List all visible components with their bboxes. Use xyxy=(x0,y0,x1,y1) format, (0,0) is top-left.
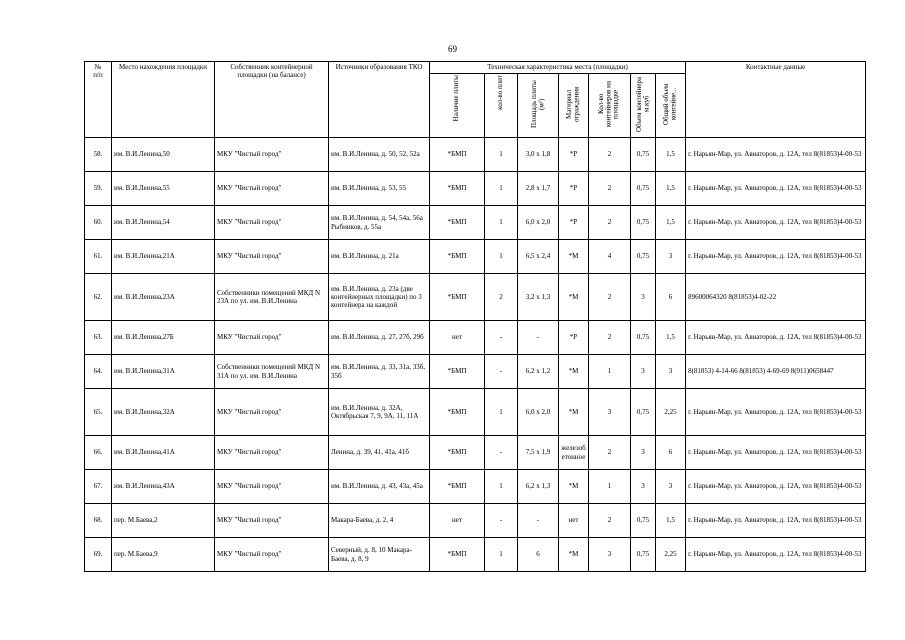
cell-fence: *М xyxy=(559,389,589,436)
cell-owner: МКУ "Чистый город" xyxy=(215,504,329,538)
table-row xyxy=(85,538,866,572)
cell-area: 6,5 х 2,4 xyxy=(518,240,559,274)
table-row xyxy=(85,389,866,436)
cell-place: им. В.И.Ленина,27Б xyxy=(112,321,215,355)
cell-volume: 0,75 xyxy=(631,138,656,172)
cell-source: им. В.И.Ленина, д. 27, 27б, 29б xyxy=(329,321,430,355)
cell-place: им. В.И.Ленина,50 xyxy=(112,138,215,172)
cell-total-volume: 6 xyxy=(656,274,686,321)
cell-plate: *БМП xyxy=(430,538,485,572)
cell-fence: *Р xyxy=(559,172,589,206)
col-header-volume xyxy=(631,74,656,138)
cell-area: 2,8 х 1,7 xyxy=(518,172,559,206)
cell-num: 67. xyxy=(85,470,112,504)
col-header-contacts: Контактные данные xyxy=(686,62,866,138)
cell-num: 64. xyxy=(85,355,112,389)
cell-total-volume: 1,5 xyxy=(656,321,686,355)
cell-plates: - xyxy=(485,355,518,389)
cell-plates: 2 xyxy=(485,274,518,321)
col-header-plate xyxy=(430,74,485,138)
cell-owner: Собственники помещений МКД N 31А по ул. им. В.И.Ленина xyxy=(215,355,329,389)
cell-count: 2 xyxy=(589,138,631,172)
cell-plate: *БМП xyxy=(430,389,485,436)
cell-owner: МКУ "Чистый город" xyxy=(215,470,329,504)
cell-place: им. В.И.Ленина,21А xyxy=(112,240,215,274)
cell-num: 62. xyxy=(85,274,112,321)
cell-fence: *М xyxy=(559,470,589,504)
col-header-count-label: Кол-во контейнеров на площадке xyxy=(597,81,621,127)
cell-area: - xyxy=(518,321,559,355)
cell-num: 59. xyxy=(85,172,112,206)
cell-volume: 3 xyxy=(631,274,656,321)
cell-area: 7,5 х 1,9 xyxy=(518,436,559,470)
page-number: 69 xyxy=(448,44,457,54)
cell-plates: 1 xyxy=(485,470,518,504)
cell-total-volume: 3 xyxy=(656,355,686,389)
cell-fence: *Р xyxy=(559,321,589,355)
cell-contacts: 89600064320 8(81853)4-02-22 xyxy=(686,274,866,321)
cell-area: 3,2 х 1,3 xyxy=(518,274,559,321)
cell-source: им. В.И.Ленина, д. 33, 31а, 33б, 35б xyxy=(329,355,430,389)
cell-fence: *М xyxy=(559,355,589,389)
cell-fence: *Р xyxy=(559,138,589,172)
cell-volume: 0,75 xyxy=(631,172,656,206)
cell-owner: МКУ "Чистый город" xyxy=(215,321,329,355)
cell-total-volume: 2,25 xyxy=(656,538,686,572)
col-header-total-volume xyxy=(656,74,686,138)
cell-contacts: г. Нарьян-Мар, ул. Авиаторов, д. 12А, тел 8(81853)4-00-53 xyxy=(686,436,866,470)
cell-area: 3,0 х 1,8 xyxy=(518,138,559,172)
cell-plates: - xyxy=(485,436,518,470)
col-header-area-label: Площадь плиты (м²) xyxy=(529,80,545,128)
cell-count: 2 xyxy=(589,436,631,470)
cell-volume: 0,75 xyxy=(631,538,656,572)
cell-fence: нет xyxy=(559,504,589,538)
table-row xyxy=(85,138,866,172)
cell-total-volume: 1,5 xyxy=(656,206,686,240)
cell-place: им. В.И.Ленина,55 xyxy=(112,172,215,206)
cell-area: 6,0 х 2,0 xyxy=(518,206,559,240)
cell-plate: *БМП xyxy=(430,206,485,240)
cell-count: 2 xyxy=(589,321,631,355)
cell-num: 61. xyxy=(85,240,112,274)
cell-place: пер. М.Баева,2 xyxy=(112,504,215,538)
cell-plates: 1 xyxy=(485,538,518,572)
cell-num: 65. xyxy=(85,389,112,436)
cell-place: им. В.И.Ленина,23А xyxy=(112,274,215,321)
cell-total-volume: 3 xyxy=(656,470,686,504)
cell-area: - xyxy=(518,504,559,538)
cell-owner: МКУ "Чистый город" xyxy=(215,172,329,206)
cell-contacts: г. Нарьян-Мар, ул. Авиаторов, д. 12А, тел 8(81853)4-00-53 xyxy=(686,206,866,240)
cell-count: 3 xyxy=(589,389,631,436)
col-header-fence-label: Материал ограждения xyxy=(565,86,581,122)
cell-source: Северный, д. 8, 10 Макара-Баева, д. 8, 9 xyxy=(329,538,430,572)
cell-source: им. В.И.Ленина, д. 54, 54а, 56а Рыбников, д. 55а xyxy=(329,206,430,240)
cell-fence: *М xyxy=(559,538,589,572)
cell-plate: *БМП xyxy=(430,355,485,389)
cell-count: 1 xyxy=(589,355,631,389)
cell-contacts: г. Нарьян-Мар, ул. Авиаторов, д. 12А, тел 8(81853)4-00-53 xyxy=(686,504,866,538)
cell-contacts: г. Нарьян-Мар, ул. Авиаторов, д. 12А, тел 8(81853)4-00-53 xyxy=(686,240,866,274)
cell-num: 60. xyxy=(85,206,112,240)
cell-fence: *Р xyxy=(559,206,589,240)
cell-owner: МКУ "Чистый город" xyxy=(215,240,329,274)
cell-owner: МКУ "Чистый город" xyxy=(215,389,329,436)
cell-owner: МКУ "Чистый город" xyxy=(215,138,329,172)
table-row xyxy=(85,321,866,355)
col-header-total-volume-label: Общий объем контейне... xyxy=(662,83,678,125)
cell-num: 68. xyxy=(85,504,112,538)
cell-count: 3 xyxy=(589,538,631,572)
cell-area: 6,2 х 1,2 xyxy=(518,355,559,389)
table-row xyxy=(85,436,866,470)
cell-owner: Собственники помещений МКД N 23А по ул. им. В.И.Ленина xyxy=(215,274,329,321)
cell-count: 4 xyxy=(589,240,631,274)
col-header-owner: Собственник контейнерной площадки (на балансе) xyxy=(215,62,329,138)
col-header-count xyxy=(589,74,631,138)
cell-place: им. В.И.Ленина,41А xyxy=(112,436,215,470)
cell-contacts: г. Нарьян-Мар, ул. Авиаторов, д. 12А, тел 8(81853)4-00-53 xyxy=(686,470,866,504)
cell-source: Ленина, д. 39, 41, 41а, 41б xyxy=(329,436,430,470)
cell-plate: *БМП xyxy=(430,240,485,274)
cell-total-volume: 3 xyxy=(656,240,686,274)
cell-num: 58. xyxy=(85,138,112,172)
cell-place: пер. М.Баева,9 xyxy=(112,538,215,572)
col-header-plates-label: кол-во плит xyxy=(496,75,505,110)
cell-total-volume: 2,25 xyxy=(656,389,686,436)
cell-area: 6,2 х 1,3 xyxy=(518,470,559,504)
cell-owner: МКУ "Чистый город" xyxy=(215,538,329,572)
cell-contacts: г. Нарьян-Мар, ул. Авиаторов, д. 12А, тел 8(81853)4-00-53 xyxy=(686,321,866,355)
cell-plate: *БМП xyxy=(430,172,485,206)
table-row xyxy=(85,504,866,538)
table-row xyxy=(85,240,866,274)
cell-plates: 1 xyxy=(485,206,518,240)
col-header-area xyxy=(518,74,559,138)
table-row xyxy=(85,172,866,206)
cell-fence: железобетонное xyxy=(559,436,589,470)
col-header-place: Место нахождения площадки xyxy=(112,62,215,138)
cell-total-volume: 1,5 xyxy=(656,172,686,206)
cell-contacts: г. Нарьян-Мар, ул. Авиаторов, д. 12А, тел 8(81853)4-00-53 xyxy=(686,389,866,436)
cell-contacts: 8(81853) 4-14-66 8(81853) 4-69-69 8(911)0658447 xyxy=(686,355,866,389)
cell-plates: - xyxy=(485,504,518,538)
cell-volume: 0,75 xyxy=(631,504,656,538)
cell-place: им. В.И.Ленина,54 xyxy=(112,206,215,240)
cell-area: 6 xyxy=(518,538,559,572)
col-header-plate-label: Наличие плиты xyxy=(452,75,461,122)
cell-total-volume: 1,5 xyxy=(656,138,686,172)
cell-volume: 0,75 xyxy=(631,389,656,436)
cell-plates: 1 xyxy=(485,138,518,172)
cell-plate: нет xyxy=(430,321,485,355)
cell-area: 6,0 х 2,0 xyxy=(518,389,559,436)
cell-source: им. В.И.Ленина, д. 43, 43а, 45а xyxy=(329,470,430,504)
table-row xyxy=(85,206,866,240)
cell-total-volume: 1,5 xyxy=(656,504,686,538)
cell-plate: *БМП xyxy=(430,470,485,504)
table-row xyxy=(85,355,866,389)
cell-num: 66. xyxy=(85,436,112,470)
cell-contacts: г. Нарьян-Мар, ул. Авиаторов, д. 12А, тел 8(81853)4-00-53 xyxy=(686,172,866,206)
cell-volume: 0,75 xyxy=(631,321,656,355)
cell-owner: МКУ "Чистый город" xyxy=(215,206,329,240)
cell-count: 1 xyxy=(589,470,631,504)
cell-source: им. В.И.Ленина, д. 21а xyxy=(329,240,430,274)
cell-fence: *М xyxy=(559,240,589,274)
cell-volume: 3 xyxy=(631,436,656,470)
cell-plates: 1 xyxy=(485,172,518,206)
container-sites-table xyxy=(84,61,866,572)
cell-count: 2 xyxy=(589,206,631,240)
col-header-tech: Техническая характеристика места (площадки) xyxy=(430,62,686,74)
cell-plates: 1 xyxy=(485,240,518,274)
cell-num: 63. xyxy=(85,321,112,355)
cell-contacts: г. Нарьян-Мар, ул. Авиаторов, д. 12А, тел 8(81853)4-00-53 xyxy=(686,138,866,172)
cell-plate: нет xyxy=(430,504,485,538)
cell-owner: МКУ "Чистый город" xyxy=(215,436,329,470)
cell-volume: 3 xyxy=(631,470,656,504)
cell-plate: *БМП xyxy=(430,274,485,321)
cell-plate: *БМП xyxy=(430,436,485,470)
table-row xyxy=(85,470,866,504)
cell-num: 69. xyxy=(85,538,112,572)
cell-source: Макара-Баева, д. 2, 4 xyxy=(329,504,430,538)
cell-place: им. В.И.Ленина,43А xyxy=(112,470,215,504)
cell-contacts: г. Нарьян-Мар, ул. Авиаторов, д. 12А, тел 8(81853)4-00-53 xyxy=(686,538,866,572)
cell-count: 2 xyxy=(589,172,631,206)
cell-plate: *БМП xyxy=(430,138,485,172)
table-row xyxy=(85,274,866,321)
col-header-fence xyxy=(559,74,589,138)
cell-plates: - xyxy=(485,321,518,355)
cell-volume: 0,75 xyxy=(631,240,656,274)
col-header-num: № п/п xyxy=(85,62,112,138)
cell-count: 2 xyxy=(589,504,631,538)
cell-source: им. В.И.Ленина, д. 23а (две контейнерных площадки) по 3 контейнера на каждой xyxy=(329,274,430,321)
col-header-volume-label: Объем контейнера м.куб xyxy=(634,76,650,132)
cell-volume: 0,75 xyxy=(631,206,656,240)
table-body xyxy=(85,138,866,572)
cell-source: им. В.И.Ленина, д. 32А, Октябрьская 7, 9, 9А, 11, 11А xyxy=(329,389,430,436)
col-header-source: Источники образования ТКО xyxy=(329,62,430,138)
cell-total-volume: 6 xyxy=(656,436,686,470)
cell-source: им. В.И.Ленина, д. 53, 55 xyxy=(329,172,430,206)
cell-fence: *М xyxy=(559,274,589,321)
cell-volume: 3 xyxy=(631,355,656,389)
cell-place: им. В.И.Ленина,31А xyxy=(112,355,215,389)
table-header xyxy=(85,62,866,138)
cell-source: им. В.И.Ленина, д. 50, 52, 52а xyxy=(329,138,430,172)
cell-plates: 1 xyxy=(485,389,518,436)
cell-count: 2 xyxy=(589,274,631,321)
cell-place: им. В.И.Ленина,32А xyxy=(112,389,215,436)
col-header-plates xyxy=(485,74,518,138)
